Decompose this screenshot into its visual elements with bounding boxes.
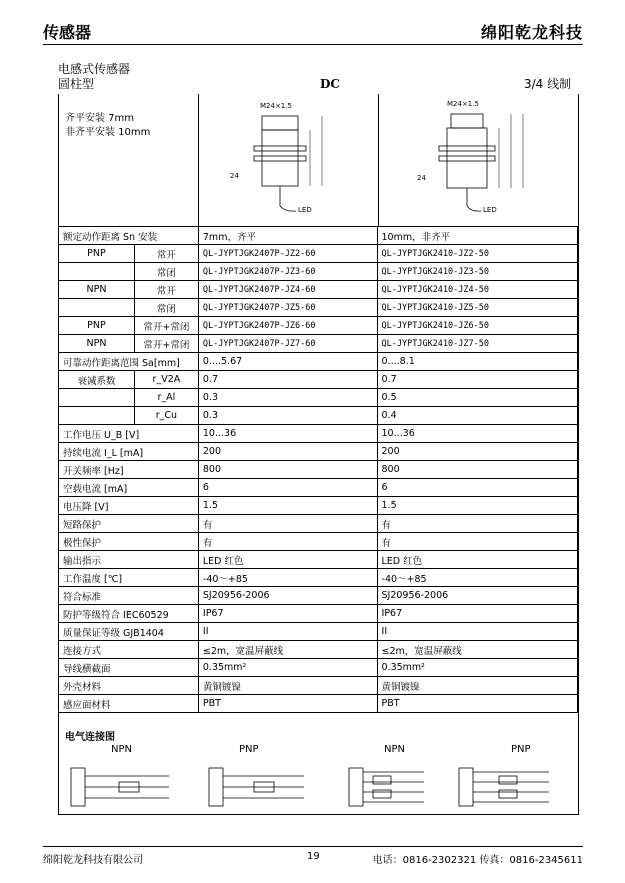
spec-group: NPN xyxy=(59,335,135,353)
spec-group xyxy=(59,407,135,425)
wiring-label-pnp-4: PNP xyxy=(511,744,531,755)
sub-header xyxy=(58,62,572,92)
spec-row xyxy=(59,317,578,335)
wiring-label-pnp-3: PNP xyxy=(239,744,259,755)
spec-value: QL-JYPTJGK2410-JZ6-50 xyxy=(377,317,577,335)
spec-sublabel: r_Al xyxy=(134,389,198,407)
spec-value: 0.35mm² xyxy=(198,659,377,677)
spec-label: 电压降 [V] xyxy=(59,497,199,515)
spec-label: 额定动作距离 Sn 安装 xyxy=(59,227,199,245)
spec-row xyxy=(59,677,578,695)
spec-label: 连接方式 xyxy=(59,641,199,659)
spec-value: 800 xyxy=(377,461,577,479)
spec-value: SJ20956-2006 xyxy=(377,587,577,605)
spec-value: ≤2m，宽温屏蔽线 xyxy=(377,641,577,659)
note-nonflush: 非齐平安装 10mm xyxy=(65,127,151,138)
spec-sublabel: 常开 xyxy=(134,281,198,299)
spec-group xyxy=(59,299,135,317)
spec-value: PBT xyxy=(377,695,577,713)
spec-row xyxy=(59,245,578,263)
spec-value: LED 红色 xyxy=(377,551,577,569)
spec-sublabel: r_V2A xyxy=(134,371,198,389)
dim-24: 24 xyxy=(230,172,239,180)
spec-value: -40～+85 xyxy=(198,569,377,587)
spec-row xyxy=(59,335,578,353)
spec-value: 0.7 xyxy=(377,371,577,389)
spec-sublabel: 常闭 xyxy=(134,299,198,317)
thread-label-2: M24×1.5 xyxy=(447,100,479,108)
spec-label: 外壳材料 xyxy=(59,677,199,695)
spec-row xyxy=(59,443,578,461)
footer-contact: 电话：0816-2302321 传真：0816-2345611 xyxy=(372,855,583,866)
dc-label: DC xyxy=(320,77,340,91)
spec-row xyxy=(59,227,578,245)
spec-row xyxy=(59,659,578,677)
header-right: 绵阳乾龙科技 xyxy=(480,23,583,42)
spec-value: 10...36 xyxy=(377,425,577,443)
spec-value: 10mm，非齐平 xyxy=(377,227,577,245)
wire-label: 3/4 线制 xyxy=(524,77,572,91)
spec-row xyxy=(59,695,578,713)
spec-row xyxy=(59,281,578,299)
spec-value: IP67 xyxy=(198,605,377,623)
drawing-flush xyxy=(200,94,379,226)
thread-label: M24×1.5 xyxy=(260,102,292,110)
spec-value: 0.3 xyxy=(198,407,377,425)
wiring-diagrams xyxy=(59,760,578,820)
drawing-nonflush xyxy=(379,94,578,226)
spec-value: 黄铜镀镍 xyxy=(377,677,577,695)
spec-value: 0....8.1 xyxy=(377,353,577,371)
spec-value: 10...36 xyxy=(198,425,377,443)
spec-value: QL-JYPTJGK2407P-JZ4-60 xyxy=(198,281,377,299)
wiring-section xyxy=(58,724,579,815)
spec-value: 有 xyxy=(198,533,377,551)
spec-row xyxy=(59,569,578,587)
spec-value: QL-JYPTJGK2407P-JZ7-60 xyxy=(198,335,377,353)
spec-table xyxy=(58,226,578,713)
spec-sublabel: r_Cu xyxy=(134,407,198,425)
led-label: LED xyxy=(298,206,312,214)
spec-value: 800 xyxy=(198,461,377,479)
spec-value: 6 xyxy=(377,479,577,497)
spec-sublabel: 常闭 xyxy=(134,263,198,281)
spec-row xyxy=(59,353,578,371)
spec-group xyxy=(59,389,135,407)
sensor-drawing-nonflush xyxy=(379,94,578,226)
spec-value: QL-JYPTJGK2407P-JZ5-60 xyxy=(198,299,377,317)
spec-label: 质量保证等级 GJB1404 xyxy=(59,623,199,641)
page-footer xyxy=(43,846,583,866)
spec-label: 感应面材料 xyxy=(59,695,199,713)
spec-row xyxy=(59,263,578,281)
spec-value: 200 xyxy=(198,443,377,461)
dim-24-2: 24 xyxy=(417,174,426,182)
shape: 圆柱型 xyxy=(58,77,95,91)
footer-company: 绵阳乾龙科技有限公司 xyxy=(43,855,143,866)
spec-group xyxy=(59,263,135,281)
spec-value: 0.35mm² xyxy=(377,659,577,677)
spec-sublabel: 常开+常闭 xyxy=(134,335,198,353)
spec-sublabel: 常开+常闭 xyxy=(134,317,198,335)
spec-row xyxy=(59,623,578,641)
sensor-drawing-flush xyxy=(200,94,378,226)
spec-value: 0.4 xyxy=(377,407,577,425)
spec-label: 防护等级符合 IEC60529 xyxy=(59,605,199,623)
footer-page: 19 xyxy=(307,851,320,862)
spec-row xyxy=(59,551,578,569)
spec-value: 黄铜镀镍 xyxy=(198,677,377,695)
spec-row xyxy=(59,389,578,407)
spec-label: 开关频率 [Hz] xyxy=(59,461,199,479)
spec-value: -40～+85 xyxy=(377,569,577,587)
wiring-label-npn-3: NPN xyxy=(111,744,132,755)
spec-label: 符合标准 xyxy=(59,587,199,605)
spec-value: QL-JYPTJGK2407P-JZ2-60 xyxy=(198,245,377,263)
spec-value: 0.7 xyxy=(198,371,377,389)
spec-label: 输出指示 xyxy=(59,551,199,569)
spec-group: PNP xyxy=(59,245,135,263)
spec-value: QL-JYPTJGK2407P-JZ3-60 xyxy=(198,263,377,281)
page-header xyxy=(0,0,625,48)
note-flush: 齐平安装 7mm xyxy=(65,113,135,124)
spec-value: QL-JYPTJGK2407P-JZ6-60 xyxy=(198,317,377,335)
spec-label: 工作温度 [℃] xyxy=(59,569,199,587)
spec-row xyxy=(59,533,578,551)
spec-label: 工作电压 U_B [V] xyxy=(59,425,199,443)
spec-row xyxy=(59,461,578,479)
spec-value: 7mm，齐平 xyxy=(198,227,377,245)
spec-row xyxy=(59,479,578,497)
spec-row xyxy=(59,587,578,605)
spec-row xyxy=(59,515,578,533)
spec-value: 6 xyxy=(198,479,377,497)
spec-value: QL-JYPTJGK2410-JZ4-50 xyxy=(377,281,577,299)
spec-label: 短路保护 xyxy=(59,515,199,533)
wiring-title: 电气连接图 xyxy=(65,732,115,743)
spec-value: 0.5 xyxy=(377,389,577,407)
spec-value: 200 xyxy=(377,443,577,461)
spec-value: II xyxy=(198,623,377,641)
spec-value: QL-JYPTJGK2410-JZ7-50 xyxy=(377,335,577,353)
spec-label: 导线横截面 xyxy=(59,659,199,677)
spec-row xyxy=(59,497,578,515)
spec-value: QL-JYPTJGK2410-JZ2-50 xyxy=(377,245,577,263)
spec-value: 有 xyxy=(198,515,377,533)
spec-value: ≤2m，宽温屏蔽线 xyxy=(198,641,377,659)
spec-group: NPN xyxy=(59,281,135,299)
spec-sublabel: 常开 xyxy=(134,245,198,263)
spec-value: II xyxy=(377,623,577,641)
spec-value: 1.5 xyxy=(198,497,377,515)
figure-row xyxy=(59,94,578,227)
spec-value: 有 xyxy=(377,533,577,551)
header-rule xyxy=(43,44,583,45)
spec-value: QL-JYPTJGK2410-JZ3-50 xyxy=(377,263,577,281)
spec-row xyxy=(59,299,578,317)
spec-row xyxy=(59,605,578,623)
spec-label: 可靠动作距离范围 Sa[mm] xyxy=(59,353,199,371)
spec-value: 0.3 xyxy=(198,389,377,407)
install-notes xyxy=(59,94,199,226)
spec-label: 空载电流 [mA] xyxy=(59,479,199,497)
spec-label: 极性保护 xyxy=(59,533,199,551)
spec-group: 衰减系数 xyxy=(59,371,135,389)
wiring-label-npn-4: NPN xyxy=(384,744,405,755)
spec-value: 有 xyxy=(377,515,577,533)
category: 电感式传感器 xyxy=(58,62,131,76)
spec-row xyxy=(59,407,578,425)
spec-value: 0....5.67 xyxy=(198,353,377,371)
spec-row xyxy=(59,371,578,389)
spec-row xyxy=(59,641,578,659)
spec-value: IP67 xyxy=(377,605,577,623)
header-left: 传感器 xyxy=(43,23,92,42)
led-label-2: LED xyxy=(483,206,497,214)
spec-row xyxy=(59,425,578,443)
spec-value: LED 红色 xyxy=(198,551,377,569)
spec-label: 持续电流 I_L [mA] xyxy=(59,443,199,461)
spec-group: PNP xyxy=(59,317,135,335)
spec-value: PBT xyxy=(198,695,377,713)
spec-value: QL-JYPTJGK2410-JZ5-50 xyxy=(377,299,577,317)
spec-value: SJ20956-2006 xyxy=(198,587,377,605)
spec-value: 1.5 xyxy=(377,497,577,515)
